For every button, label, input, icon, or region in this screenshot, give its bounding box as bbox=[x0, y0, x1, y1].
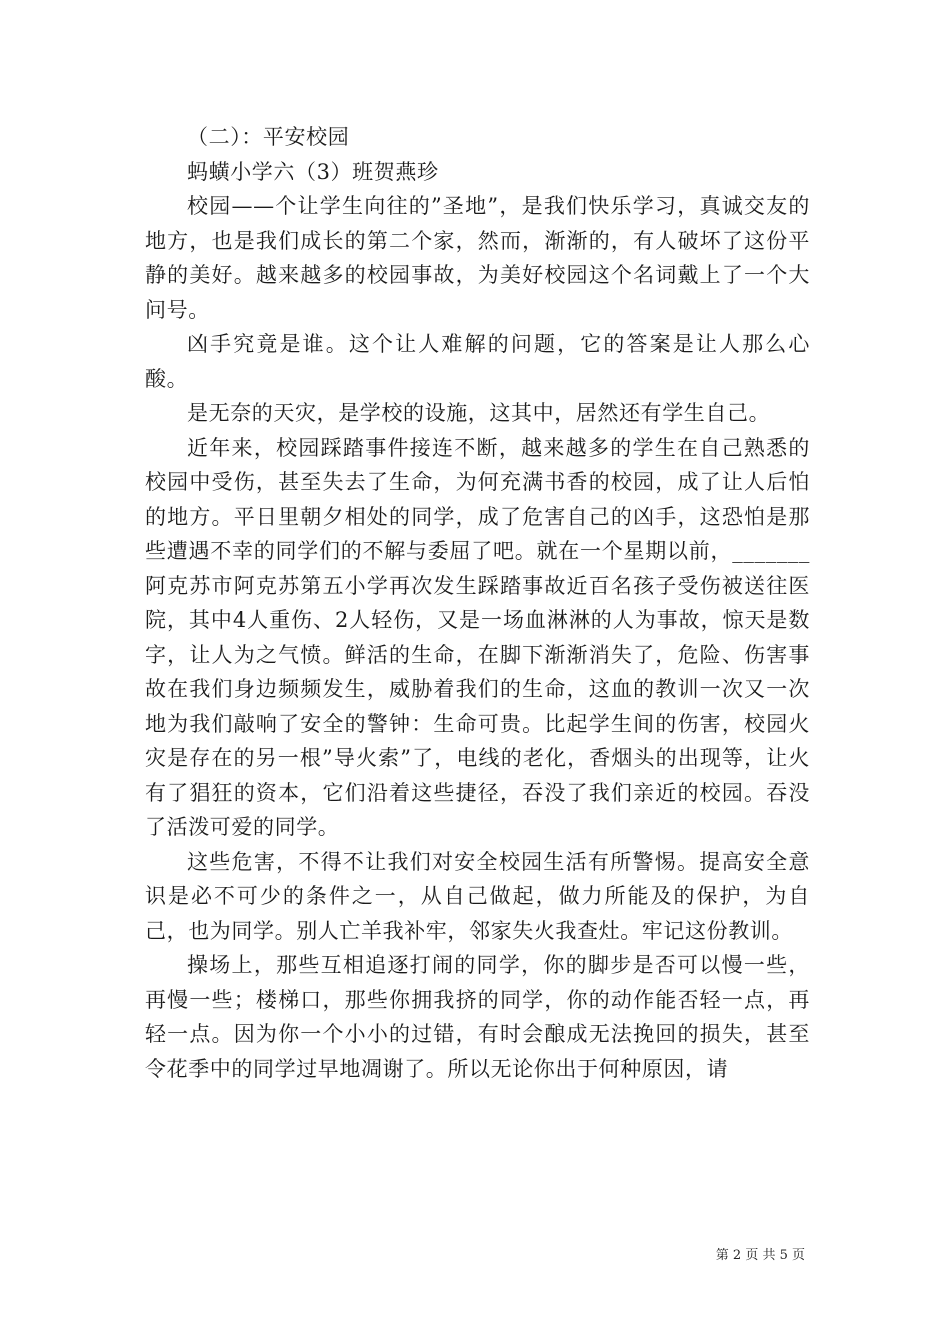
page-number: 第 2 页 共 5 页 bbox=[715, 1248, 805, 1263]
author-byline: 蚂蟥小学六（3）班贺燕珍 bbox=[187, 159, 439, 184]
paragraph: 校园——个让学生向往的”圣地”，是我们快乐学习，真诚交友的地方，也是我们成长的第二个家，然而，渐渐的，有人破坏了这份平静的美好。越来越多的校园事故，为美好校园这个名词戴上了一个大问号。 bbox=[145, 194, 810, 322]
paragraph: 操场上，那些互相追逐打闹的同学，你的脚步是否可以慢一些，再慢一些；楼梯口，那些你拥我挤的同学，你的动作能否轻一点，再轻一点。因为你一个小小的过错，有时会酿成无法挽回的损失，甚至令花季中的同学过早地凋谢了。所以无论你出于何种原因，请 bbox=[145, 953, 810, 1081]
paragraph: 是无奈的天灾，是学校的设施，这其中，居然还有学生自己。 bbox=[187, 401, 771, 425]
paragraph: 凶手究竟是谁。这个让人难解的问题，它的答案是让人那么心酸。 bbox=[145, 332, 810, 391]
section-heading: （二）：平安校园 bbox=[187, 125, 350, 149]
paragraph: 近年来，校园踩踏事件接连不断，越来越多的学生在自己熟悉的校园中受伤，甚至失去了生命，为何充满书香的校园，成了让人后怕的地方。平日里朝夕相处的同学，成了危害自己的凶手，这恐怕是那些遭遇不幸的同学们的不解与委屈了吧。就在一个星期以前，_______阿克苏市阿克苏第五小学再次发生踩踏事故近百名孩子受伤被送往医院，其中4人重伤、2人轻伤，又是一场血淋淋的人为事故，惊天是数字，让人为之气愤。鲜活的生命，在脚下渐渐消失了，危险、伤害事故在我们身边频频发生，威胁着我们的生命，这血的教训一次又一次地为我们敲响了安全的警钟：生命可贵。比起学生间的伤害，校园火灾是存在的另一根”导火索”了，电线的老化，香烟头的出现等，让火有了猖狂的资本，它们沿着这些捷径，吞没了我们亲近的校园。吞没了活泼可爱的同学。 bbox=[145, 435, 810, 839]
paragraph: 这些危害，不得不让我们对安全校园生活有所警惕。提高安全意识是必不可少的条件之一，从自己做起，做力所能及的保护，为自己，也为同学。别人亡羊我补牢，邻家失火我查灶。牢记这份教训。 bbox=[145, 849, 810, 943]
document-body bbox=[145, 120, 810, 1086]
